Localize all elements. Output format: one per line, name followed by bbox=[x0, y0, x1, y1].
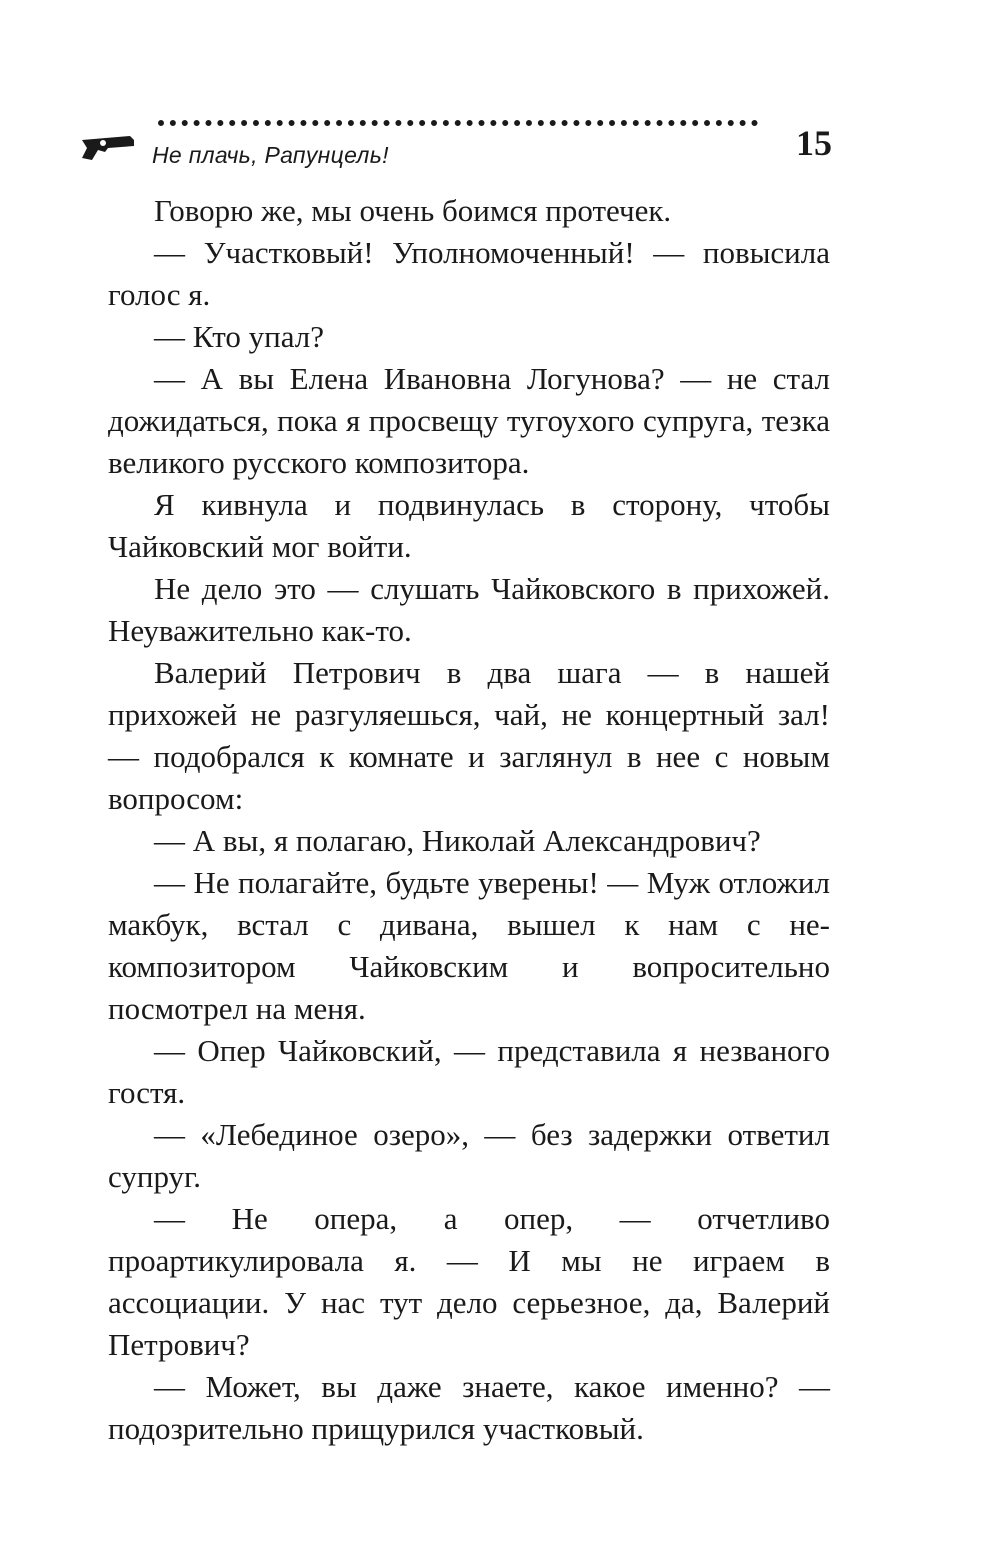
page-header bbox=[78, 118, 838, 178]
paragraph: — «Лебединое озеро», — без задержки ответил супруг. bbox=[108, 1117, 830, 1194]
header-dotted-rule bbox=[158, 120, 758, 136]
paragraph: — А вы Елена Ивановна Логунова? — не стал дожидаться, пока я просвещу тугоухого супруга, тезка великого русского композитора. bbox=[108, 361, 830, 480]
paragraph: — Опер Чайковский, — представила я незваного гостя. bbox=[108, 1033, 830, 1110]
paragraph: — Участковый! Уполномоченный! — повысила голос я. bbox=[108, 235, 830, 312]
page-number: 15 bbox=[796, 123, 832, 163]
body-text bbox=[108, 190, 830, 1450]
running-title: Не плачь, Рапунцель! bbox=[152, 142, 389, 168]
paragraph: — Кто упал? bbox=[154, 319, 324, 354]
paragraph: Я кивнула и подвинулась в сторону, чтобы Чайковский мог войти. bbox=[108, 487, 830, 564]
paragraph: Валерий Петрович в два шага — в нашей прихожей не разгуляешься, чай, не концертный зал! — подобрался к комнате и заглянул в нее с новым вопросом: bbox=[108, 655, 830, 816]
revolver-icon bbox=[78, 128, 138, 168]
paragraph: — Не полагайте, будьте уверены! — Муж отложил макбук, встал с дивана, вышел к нам с не-композитором Чайковским и вопросительно посмотрел на меня. bbox=[108, 865, 830, 1026]
paragraph: Говорю же, мы очень боимся протечек. bbox=[154, 193, 672, 228]
paragraph: Не дело это — слушать Чайковского в прихожей. Неуважительно как-то. bbox=[108, 571, 830, 648]
paragraph: — Не опера, а опер, — отчетливо проартикулировала я. — И мы не играем в ассоциации. У нас тут дело серьезное, да, Валерий Петрович? bbox=[108, 1201, 830, 1362]
paragraph: — А вы, я полагаю, Николай Александрович? bbox=[154, 823, 761, 858]
paragraph: — Может, вы даже знаете, какое именно? — подозрительно прищурился участковый. bbox=[108, 1369, 830, 1446]
